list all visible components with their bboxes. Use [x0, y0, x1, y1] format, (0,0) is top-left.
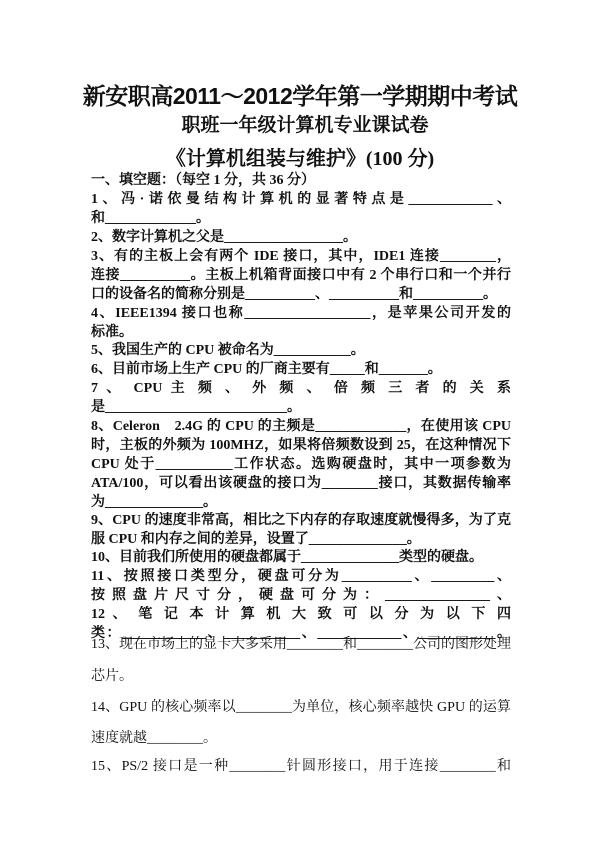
- question-line: 口的设备名的简称分别是__________、__________和__________。: [91, 287, 497, 302]
- question-line: 标准。: [91, 325, 133, 340]
- question-line: 10、目前我们所使用的硬盘都属于______________类型的硬盘。: [91, 550, 483, 565]
- exam-subtitle: 职班一年级计算机专业课试卷: [181, 115, 429, 136]
- question-line: 服 CPU 和内存之间的差异，设置了______________。: [91, 532, 421, 547]
- question-line: 13、现在市场上的显卡大多采用________和________公司的图形处理: [91, 637, 511, 652]
- question-line: CPU 处于___________工作状态。选购硬盘时，其中一项参数为: [91, 457, 511, 472]
- question-line: 1、冯·诺依曼结构计算机的显著特点是____________、: [91, 192, 511, 207]
- question-line: 14、GPU 的核心频率以________为单位，核心频率越快 GPU 的运算: [91, 700, 511, 715]
- section-heading: 一、填空题：（每空 1 分，共 36 分）: [91, 173, 315, 188]
- question-line: 9、CPU 的速度非常高，相比之下内存的存取速度就慢得多，为了克: [91, 513, 511, 528]
- question-line: 类：____________、___________、____________、___________。: [91, 626, 511, 641]
- course-title: 《计算机组装与维护》(100 分): [165, 148, 435, 170]
- exam-title: 新安职高2011～2012学年第一学期期中考试: [82, 83, 518, 109]
- question-line: 按照盘片尺寸分，硬盘可分为：_______________、: [91, 588, 511, 603]
- question-line: 15、PS/2 接口是一种________针圆形接口，用于连接________和: [91, 759, 511, 774]
- question-line: 连接__________。主板上机箱背面接口中有 2 个串行口和一个并行: [91, 268, 511, 283]
- question-line: 5、我国生产的 CPU 被命名为___________。: [91, 343, 365, 358]
- question-line: 6、目前市场上生产 CPU 的厂商主要有_____和_______。: [91, 362, 442, 377]
- question-line: 和_____________。: [91, 211, 210, 226]
- question-line: 12 、 笔 记 本 计 算 机 大 致 可 以 分 为 以 下 四: [91, 607, 511, 622]
- question-line: 8、Celeron 2.4G 的 CPU 的主频是_____________，在使用该 CPU: [91, 419, 511, 434]
- question-line: 是__________________________。: [91, 400, 301, 415]
- question-line: 为______________。: [91, 495, 217, 510]
- question-line: 时，主板的外频为 100MHZ，如果将倍频数设到 25，在这种情况下: [91, 438, 511, 453]
- question-line: 速度就越________。: [91, 731, 217, 746]
- question-line: 11、按照接口类型分，硬盘可分为__________、_________、: [91, 569, 511, 584]
- question-line: 2、数字计算机之父是_________________。: [91, 230, 357, 245]
- question-line: 3、有的主板上会有两个 IDE 接口，其中，IDE1 连接________，: [91, 249, 511, 264]
- question-line: 7 、 CPU 主 频 、 外 频 、 倍 频 三 者 的 关 系: [91, 381, 511, 396]
- question-line: 芯片。: [91, 669, 133, 684]
- question-line: 4、IEEE1394 接口也称__________________，是苹果公司开发的: [91, 306, 511, 321]
- question-line: ATA/100，可以看出该硬盘的接口为________接口，其数据传输率: [91, 476, 511, 491]
